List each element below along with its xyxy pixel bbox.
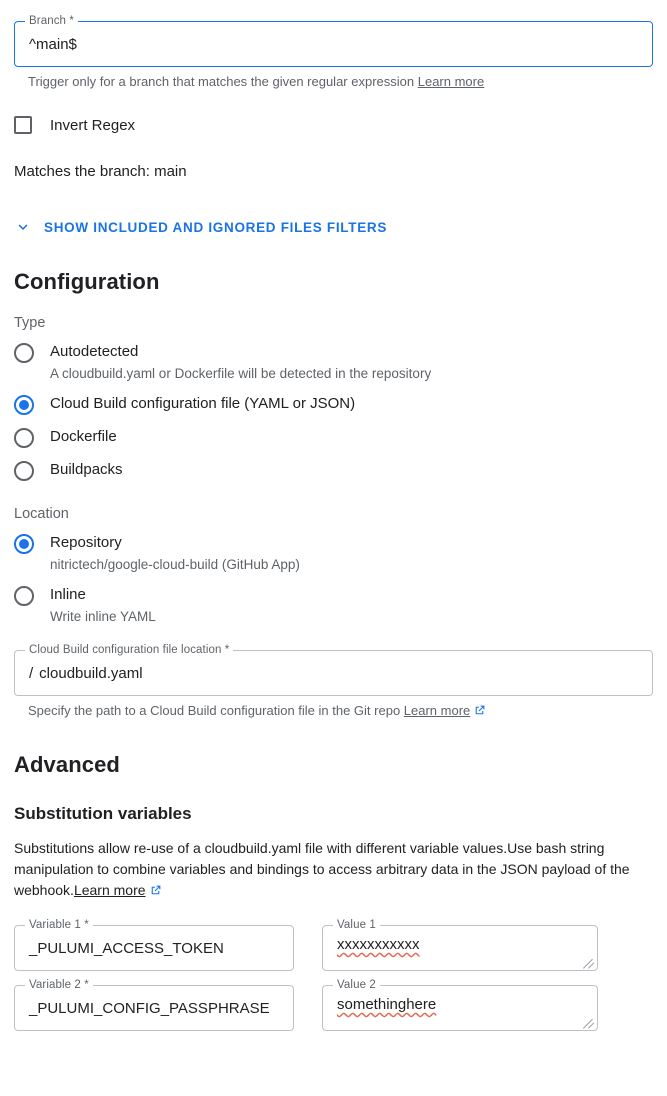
value-1-legend: Value 1 <box>333 919 380 931</box>
variable-1-value: _PULUMI_ACCESS_TOKEN <box>29 939 224 957</box>
variable-1-legend: Variable 1 * <box>25 919 93 931</box>
type-option-label: Buildpacks <box>50 461 123 478</box>
invert-regex-row[interactable] <box>14 116 653 134</box>
config-file-location-legend: Cloud Build configuration file location * <box>25 644 233 656</box>
branch-field[interactable] <box>14 15 653 67</box>
value-1-field[interactable] <box>322 919 598 971</box>
radio-icon[interactable] <box>14 343 34 363</box>
location-option-desc: nitrictech/google-cloud-build (GitHub App) <box>50 557 300 572</box>
location-option-label: Inline <box>50 586 86 603</box>
substitution-variables-list <box>14 919 653 1031</box>
substitution-row <box>14 919 653 971</box>
substitution-row <box>14 979 653 1031</box>
config-file-location-prefix: / <box>29 664 34 682</box>
branch-field-legend: Branch * <box>25 15 78 27</box>
resize-handle[interactable] <box>583 1016 595 1028</box>
show-files-filters-toggle[interactable] <box>14 218 653 236</box>
location-radio-group <box>14 533 653 624</box>
variable-2-legend: Variable 2 * <box>25 979 93 991</box>
type-option-label: Autodetected <box>50 343 139 360</box>
type-option-dockerfile[interactable] <box>14 427 653 447</box>
config-file-location-field[interactable] <box>14 644 653 696</box>
type-option-autodetected[interactable] <box>14 342 653 381</box>
variable-2-value: _PULUMI_CONFIG_PASSPHRASE <box>29 999 270 1017</box>
type-option-buildpacks[interactable] <box>14 460 653 480</box>
branch-learn-more-link[interactable]: Learn more <box>417 74 485 89</box>
chevron-down-icon <box>14 218 32 236</box>
external-link-icon <box>149 882 162 903</box>
location-option-label: Repository <box>50 534 122 551</box>
value-2-legend: Value 2 <box>333 979 380 991</box>
config-file-learn-more-link[interactable]: Learn more <box>403 703 471 718</box>
matches-branch-text: Matches the branch: main <box>14 163 187 180</box>
type-radio-group <box>14 342 653 480</box>
substitution-description: Substitutions allow re-use of a cloudbuild.yaml file with different variable values.Use bash string manipulation to combine variables and bindings to access arbitrary data in the JSON payload of the webhook.Learn more <box>14 838 653 903</box>
variable-2-field[interactable] <box>14 979 294 1031</box>
variable-1-field[interactable] <box>14 919 294 971</box>
branch-field-value: ^main$ <box>29 35 77 53</box>
radio-icon[interactable] <box>14 586 34 606</box>
branch-helper-text: Trigger only for a branch that matches the given regular expression Learn more <box>28 74 485 89</box>
substitution-variables-heading: Substitution variables <box>14 804 192 823</box>
radio-icon[interactable] <box>14 461 34 481</box>
config-file-location-helper: Specify the path to a Cloud Build configuration file in the Git repo Learn more <box>28 703 653 720</box>
type-option-config-file[interactable] <box>14 394 653 414</box>
resize-handle[interactable] <box>583 956 595 968</box>
show-files-filters-label: SHOW INCLUDED AND IGNORED FILES FILTERS <box>44 219 388 235</box>
type-option-label: Cloud Build configuration file (YAML or JSON) <box>50 395 356 412</box>
value-2-field[interactable] <box>322 979 598 1031</box>
value-1-value: xxxxxxxxxxx <box>337 936 420 953</box>
location-option-inline[interactable] <box>14 585 653 624</box>
config-file-location-value: cloudbuild.yaml <box>39 664 143 682</box>
type-group-label: Type <box>14 315 46 331</box>
invert-regex-label: Invert Regex <box>50 116 136 134</box>
type-option-label: Dockerfile <box>50 428 117 445</box>
radio-icon[interactable] <box>14 428 34 448</box>
radio-icon[interactable] <box>14 534 34 554</box>
invert-regex-checkbox[interactable] <box>14 116 32 134</box>
location-group-label: Location <box>14 506 69 522</box>
type-option-desc: A cloudbuild.yaml or Dockerfile will be detected in the repository <box>50 366 432 381</box>
external-link-icon <box>473 704 486 720</box>
advanced-heading: Advanced <box>14 752 120 777</box>
configuration-heading: Configuration <box>14 269 160 294</box>
radio-icon[interactable] <box>14 395 34 415</box>
location-option-desc: Write inline YAML <box>50 609 156 624</box>
substitution-learn-more-link[interactable]: Learn more <box>73 882 146 898</box>
value-2-value: somethinghere <box>337 996 437 1013</box>
location-option-repository[interactable] <box>14 533 653 572</box>
trigger-settings-page <box>0 15 667 1096</box>
